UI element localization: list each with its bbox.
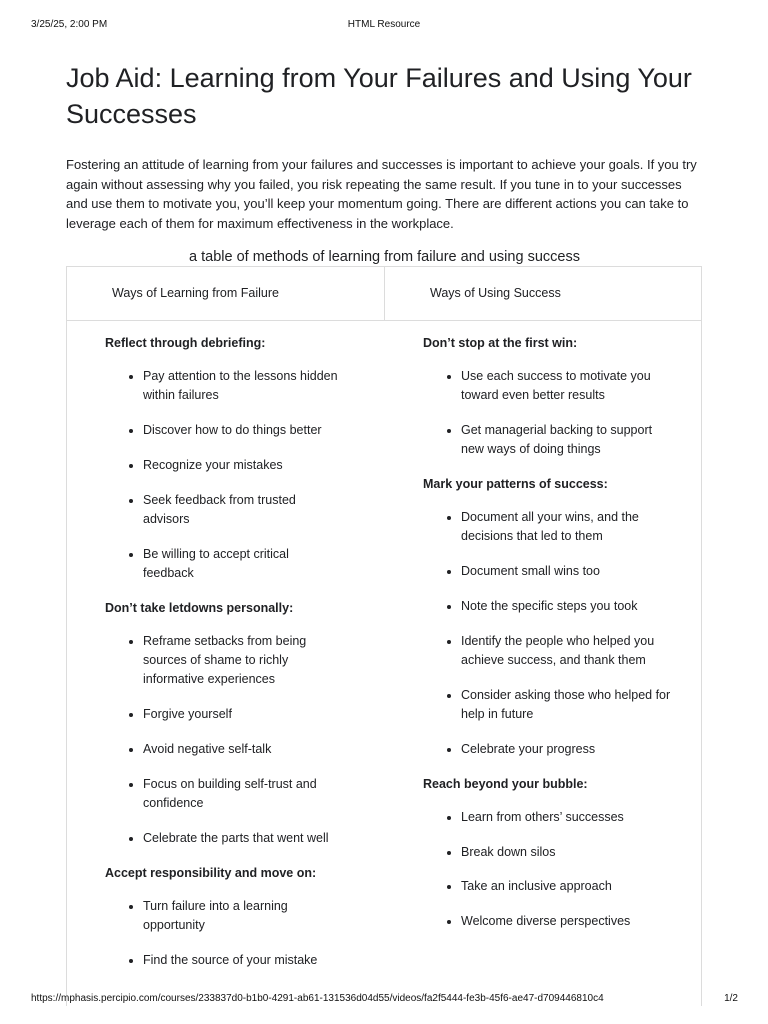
page-title: Job Aid: Learning from Your Failures and Using Your Successes bbox=[66, 63, 692, 129]
list-item: • Get managerial backing to support new ways of doing things bbox=[461, 421, 673, 460]
group-reflect bbox=[105, 334, 375, 583]
header-using-success: Ways of Using Success bbox=[430, 286, 561, 300]
list-item: • Document small wins too bbox=[461, 562, 673, 581]
list-item: • Find the source of your mistake bbox=[143, 951, 343, 970]
bullet-list bbox=[105, 632, 375, 848]
list-item: • Reframe setbacks from being sources of shame to richly informative experiences bbox=[143, 632, 343, 690]
list-item: • Be willing to accept critical feedback bbox=[143, 545, 343, 584]
list-item: • Forgive yourself bbox=[143, 705, 343, 724]
group-title: Reflect through debriefing: bbox=[105, 336, 266, 350]
list-item: • Break down silos bbox=[461, 843, 673, 862]
print-page-number: 1/2 bbox=[724, 993, 738, 1004]
list-item: • Seek feedback from trusted advisors bbox=[143, 491, 343, 530]
group-title: Accept responsibility and move on: bbox=[105, 865, 317, 880]
list-item: • Avoid negative self-talk bbox=[143, 740, 343, 759]
group-title: Don’t take letdowns personally: bbox=[105, 600, 294, 615]
group-bubble bbox=[423, 775, 693, 932]
bullet-list bbox=[423, 367, 693, 460]
methods-table bbox=[66, 266, 702, 1006]
group-title: Don’t stop at the first win: bbox=[423, 336, 578, 350]
list-item: • Welcome diverse perspectives bbox=[461, 912, 673, 931]
bullet-list bbox=[423, 808, 693, 932]
group-responsibility bbox=[105, 864, 375, 970]
header-divider bbox=[384, 267, 385, 320]
list-item: • Discover how to do things better bbox=[143, 421, 343, 440]
print-datetime: 3/25/25, 2:00 PM bbox=[31, 19, 108, 30]
list-item: • Note the specific steps you took bbox=[461, 597, 673, 616]
list-item: • Learn from others’ successes bbox=[461, 808, 673, 827]
list-item: • Recognize your mistakes bbox=[143, 456, 343, 475]
header-learning-from-failure: Ways of Learning from Failure bbox=[112, 286, 279, 300]
list-item: • Focus on building self-trust and confidence bbox=[143, 775, 343, 814]
print-page-title: HTML Resource bbox=[347, 19, 421, 30]
list-item: • Identify the people who helped you achieve success, and thank them bbox=[461, 632, 673, 671]
bullet-list bbox=[105, 897, 375, 970]
group-title: Mark your patterns of success: bbox=[423, 477, 608, 492]
list-item: • Pay attention to the lessons hidden within failures bbox=[143, 367, 343, 406]
list-item: • Use each success to motivate you toward even better results bbox=[461, 367, 673, 406]
failure-column bbox=[105, 334, 375, 986]
success-column bbox=[423, 334, 693, 947]
list-item: • Document all your wins, and the decisions that led to them bbox=[461, 508, 673, 547]
list-item: • Consider asking those who helped for help in future bbox=[461, 686, 673, 725]
intro-paragraph: Fostering an attitude of learning from your failures and successes is important to achieve your goals. If you try again without assessing why you failed, you risk repeating the same result. If you tune in to your successes and use them to motivate you, you’ll keep your momentum going. There are different actions you can take to leverage each of them for maximum effectiveness in the workplace. bbox=[66, 157, 697, 231]
group-first-win bbox=[423, 334, 693, 460]
bullet-list bbox=[423, 508, 693, 759]
list-item: • Celebrate your progress bbox=[461, 740, 673, 759]
group-title: Reach beyond your bubble: bbox=[423, 776, 588, 791]
table-header-row bbox=[67, 267, 701, 321]
group-patterns bbox=[423, 475, 693, 759]
print-header bbox=[0, 19, 768, 33]
print-url: https://mphasis.percipio.com/courses/233837d0-b1b0-4291-ab61-131536d04d55/videos/fa2f5444-fe3b-45f6-ae47-d709446810c4 bbox=[31, 993, 604, 1004]
table-caption: a table of methods of learning from failure and using success bbox=[189, 249, 580, 265]
list-item: • Take an inclusive approach bbox=[461, 877, 673, 896]
group-letdowns bbox=[105, 599, 375, 848]
list-item: • Celebrate the parts that went well bbox=[143, 829, 343, 848]
bullet-list bbox=[105, 367, 375, 583]
print-footer bbox=[0, 993, 768, 1007]
list-item: • Turn failure into a learning opportunity bbox=[143, 897, 343, 936]
